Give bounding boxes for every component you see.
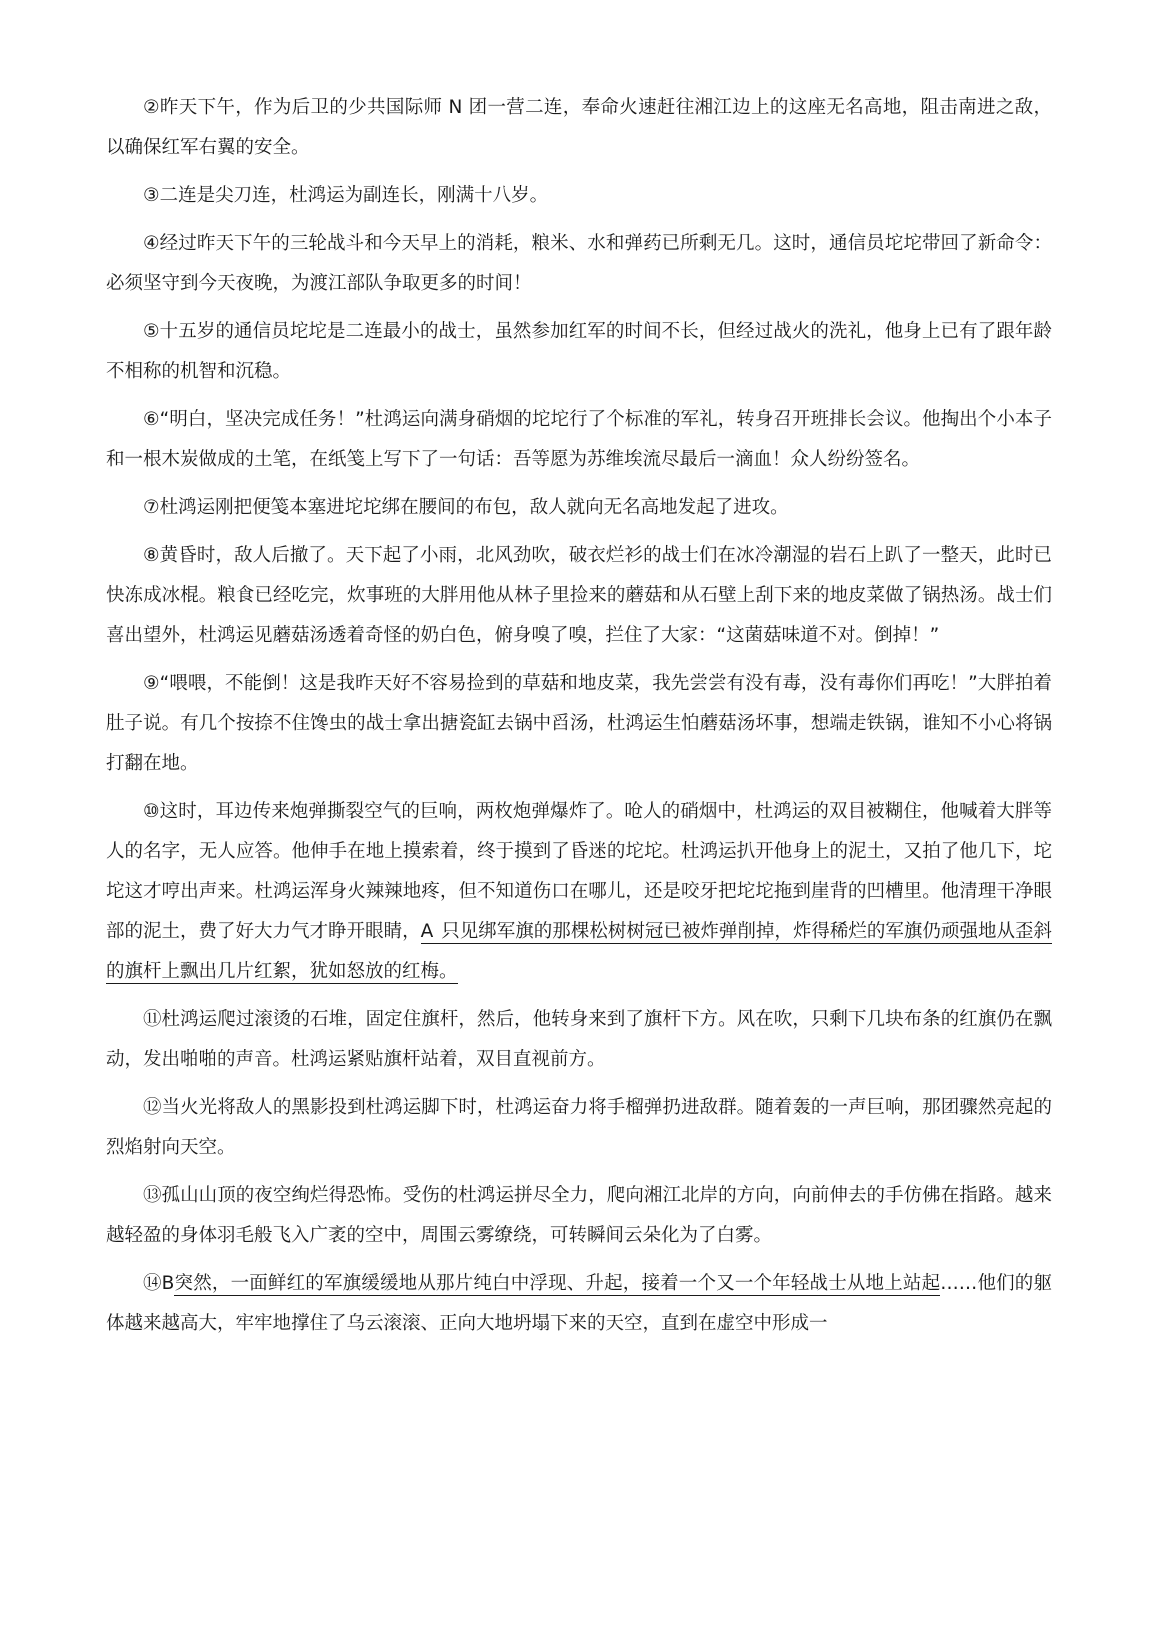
paragraph-11: ⑪杜鸿运爬过滚烫的石堆，固定住旗杆，然后，他转身来到了旗杆下方。风在吹，只剩下几块布条的红旗仍在飘动，发出啪啪的声音。杜鸿运紧贴旗杆站着，双目直视前方。 bbox=[106, 1009, 1052, 1070]
paragraph-3: ③二连是尖刀连，杜鸿运为副连长，刚满十八岁。 bbox=[143, 185, 549, 206]
underlined-sentence-b: 突然，一面鲜红的军旗缓缓地从那片纯白中浮现、升起，接着一个又一个年轻战士从地上站起 bbox=[174, 1273, 941, 1294]
paragraph-4: ④经过昨天下午的三轮战斗和今天早上的消耗，粮米、水和弹药已所剩无几。这时，通信员坨坨带回了新命令：必须坚守到今天夜晚，为渡江部队争取更多的时间！ bbox=[106, 233, 1052, 294]
paragraph-14 bbox=[106, 1264, 1052, 1344]
underlined-sentence-a: 只见绑军旗的那棵松树树冠已被炸弹削掉，炸得稀烂的军旗仍顽强地从歪斜的旗杆上飘出几片红絮，犹如怒放的红梅。 bbox=[106, 921, 1052, 982]
paragraph-12: ⑫当火光将敌人的黑影投到杜鸿运脚下时，杜鸿运奋力将手榴弹扔进敌群。随着轰的一声巨响，那团骤然亮起的烈焰射向天空。 bbox=[106, 1097, 1052, 1158]
paragraph-8: ⑧黄昏时，敌人后撤了。天下起了小雨，北风劲吹，破衣烂衫的战士们在冰冷潮湿的岩石上趴了一整天，此时已快冻成冰棍。粮食已经吃完，炊事班的大胖用他从林子里捡来的蘑菇和从石壁上刮下来的地皮菜做了锅热汤。战士们喜出望外，杜鸿运见蘑菇汤透着奇怪的奶白色，俯身嗅了嗅，拦住了大家：“这菌菇味道不对。倒掉！” bbox=[106, 545, 1052, 646]
paragraph-10-text: ⑩这时，耳边传来炮弹撕裂空气的巨响，两枚炮弹爆炸了。呛人的硝烟中，杜鸿运的双目被糊住，他喊着大胖等人的名字，无人应答。他伸手在地上摸索着，终于摸到了昏迷的坨坨。杜鸿运扒开他身上的泥土，又拍了他几下，坨坨这才哼出声来。杜鸿运浑身火辣辣地疼，但不知道伤口在哪儿，还是咬牙把坨坨拖到崖背的凹槽里。他清理干净眼部的泥土，费了好大力气才睁开眼睛， bbox=[106, 801, 1052, 942]
underline-marker-a: A bbox=[420, 921, 434, 942]
paragraph-5: ⑤十五岁的通信员坨坨是二连最小的战士，虽然参加红军的时间不长，但经过战火的洗礼，他身上已有了跟年龄不相称的机智和沉稳。 bbox=[106, 321, 1052, 382]
paragraph-14-rest: ……他们的躯体越来越高大，牢牢地撑住了乌云滚滚、正向大地坍塌下来的天空，直到在虚空中形成一 bbox=[106, 1273, 1052, 1334]
paragraph-9: ⑨“喂喂，不能倒！这是我昨天好不容易捡到的草菇和地皮菜，我先尝尝有没有毒，没有毒你们再吃！”大胖拍着肚子说。有几个按捺不住馋虫的战士拿出搪瓷缸去锅中舀汤，杜鸿运生怕蘑菇汤坏事，想端走铁锅，谁知不小心将锅打翻在地。 bbox=[106, 673, 1052, 774]
paragraph-2: ②昨天下午，作为后卫的少共国际师 N 团一营二连，奉命火速赶往湘江边上的这座无名高地，阻击南进之敌，以确保红军右翼的安全。 bbox=[106, 97, 1052, 158]
article-body bbox=[106, 88, 1052, 1352]
paragraph-10 bbox=[106, 792, 1052, 992]
paragraph-13: ⑬孤山山顶的夜空绚烂得恐怖。受伤的杜鸿运拼尽全力，爬向湘江北岸的方向，向前伸去的手仿佛在指路。越来越轻盈的身体羽毛般飞入广袤的空中，周围云雾缭绕，可转瞬间云朵化为了白雾。 bbox=[106, 1185, 1052, 1246]
underline-marker-b: ⑭B bbox=[143, 1273, 175, 1294]
paragraph-7: ⑦杜鸿运刚把便笺本塞进坨坨绑在腰间的布包，敌人就向无名高地发起了进攻。 bbox=[143, 497, 789, 518]
paragraph-6: ⑥“明白，坚决完成任务！”杜鸿运向满身硝烟的坨坨行了个标准的军礼，转身召开班排长会议。他掏出个小本子和一根木炭做成的土笔，在纸笺上写下了一句话：吾等愿为苏维埃流尽最后一滴血！众人纷纷签名。 bbox=[106, 409, 1052, 470]
